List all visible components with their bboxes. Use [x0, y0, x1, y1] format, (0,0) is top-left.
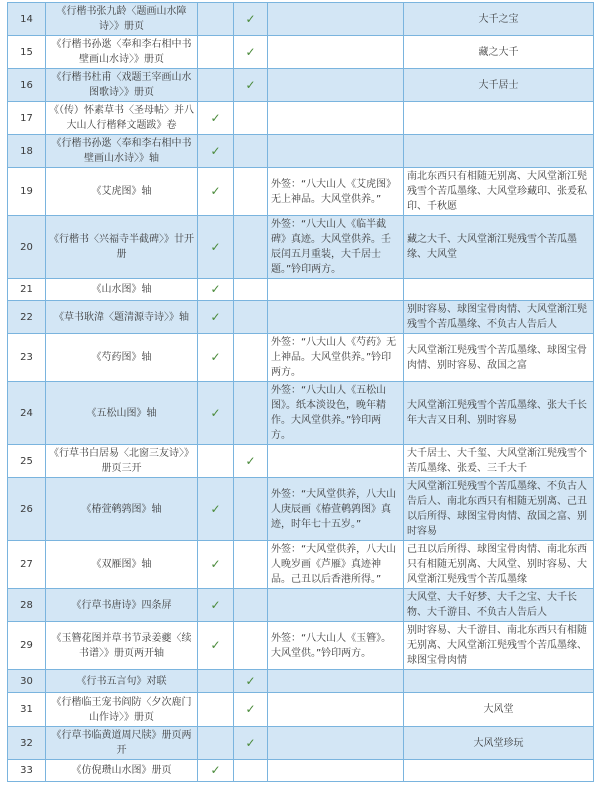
check-column-b — [234, 760, 268, 782]
table-row — [8, 334, 594, 382]
collector-seals: 藏之大千、大风堂渐江髡残雪个苦瓜墨缘、大风堂 — [404, 216, 594, 279]
collector-seals — [404, 760, 594, 782]
table-row — [8, 622, 594, 670]
check-column-b — [234, 168, 268, 216]
collector-seals: 大风堂渐江髡残雪个苦瓜墨缘、球图宝骨肉情、别时容易、敌国之富 — [404, 334, 594, 382]
check-column-b — [234, 382, 268, 445]
check-column-b — [234, 478, 268, 541]
catalog-table — [7, 2, 594, 782]
outer-label-text — [268, 69, 404, 102]
outer-label-text — [268, 589, 404, 622]
check-column-b — [234, 102, 268, 135]
outer-label-text — [268, 36, 404, 69]
check-column-a — [198, 670, 234, 693]
row-number: 24 — [8, 382, 46, 445]
check-column-a — [198, 445, 234, 478]
collector-seals: 大千居士、大千玺、大风堂渐江髡残雪个苦瓜墨缘、张爰、三千大千 — [404, 445, 594, 478]
row-number: 29 — [8, 622, 46, 670]
collector-seals: 己丑以后所得、球图宝骨肉情、南北东西只有相随无别离、大风堂、别时容易、大风堂渐江髡残雪个苦瓜墨缘 — [404, 541, 594, 589]
row-number: 17 — [8, 102, 46, 135]
collector-seals: 别时容易、球图宝骨肉情、大风堂渐江髡残雪个苦瓜墨缘、不负古人告后人 — [404, 301, 594, 334]
table-row — [8, 135, 594, 168]
table-row — [8, 478, 594, 541]
outer-label-text — [268, 760, 404, 782]
artwork-title: 《行楷书〈兴福寺半截碑〉》廿开册 — [46, 216, 198, 279]
check-column-a: ✓ — [198, 279, 234, 301]
table-row — [8, 102, 594, 135]
artwork-title: 《双雁图》轴 — [46, 541, 198, 589]
table-row — [8, 727, 594, 760]
outer-label-text — [268, 445, 404, 478]
check-column-a: ✓ — [198, 216, 234, 279]
artwork-title: 《行草书唐诗》四条屏 — [46, 589, 198, 622]
table-row — [8, 216, 594, 279]
outer-label-text: 外签：“八大山人《芍药》无上神品。大风堂供养。”钤印两方。 — [268, 334, 404, 382]
check-column-b: ✓ — [234, 36, 268, 69]
artwork-title: 《五松山图》轴 — [46, 382, 198, 445]
collector-seals: 大千居士 — [404, 69, 594, 102]
check-column-b: ✓ — [234, 693, 268, 727]
check-column-b — [234, 334, 268, 382]
artwork-title: 《艾虎图》轴 — [46, 168, 198, 216]
artwork-title: 《行楷书孙逖〈奉和李右相中书壁画山水诗〉》轴 — [46, 135, 198, 168]
collector-seals — [404, 279, 594, 301]
check-column-a: ✓ — [198, 541, 234, 589]
artwork-title: 《草书耿湋〈题清源寺诗〉》轴 — [46, 301, 198, 334]
collector-seals: 大风堂、大千好梦、大千之宝、大千长物、大千游目、不负古人告后人 — [404, 589, 594, 622]
table-row — [8, 301, 594, 334]
check-column-b — [234, 622, 268, 670]
table-row — [8, 445, 594, 478]
check-column-a: ✓ — [198, 760, 234, 782]
artwork-title: 《行书五言句》对联 — [46, 670, 198, 693]
artwork-title: 《芍药图》轴 — [46, 334, 198, 382]
check-column-b — [234, 216, 268, 279]
row-number: 31 — [8, 693, 46, 727]
outer-label-text — [268, 693, 404, 727]
catalog-body — [8, 3, 594, 782]
check-column-a: ✓ — [198, 102, 234, 135]
artwork-title: 《行楷临王宠书阎防〈夕次鹿门山作诗〉》册页 — [46, 693, 198, 727]
artwork-title: 《仿倪瓒山水图》册页 — [46, 760, 198, 782]
check-column-a: ✓ — [198, 301, 234, 334]
collector-seals: 大风堂渐江髡残雪个苦瓜墨缘、不负古人告后人、南北东西只有相随无别离、己丑以后所得、球图宝骨肉情、敌国之富、别时容易 — [404, 478, 594, 541]
check-column-b — [234, 279, 268, 301]
artwork-title: 《（传）怀素草书〈圣母帖〉并八大山人行楷释文题跋》卷 — [46, 102, 198, 135]
collector-seals: 南北东西只有相随无别离、大风堂渐江髡残雪个苦瓜墨缘、大风堂珍藏印、张爰私印、千秋愿 — [404, 168, 594, 216]
check-column-b — [234, 541, 268, 589]
collector-seals: 大风堂珍玩 — [404, 727, 594, 760]
artwork-title: 《山水图》轴 — [46, 279, 198, 301]
collector-seals — [404, 670, 594, 693]
row-number: 18 — [8, 135, 46, 168]
row-number: 33 — [8, 760, 46, 782]
table-row — [8, 3, 594, 36]
check-column-b: ✓ — [234, 670, 268, 693]
check-column-b: ✓ — [234, 727, 268, 760]
check-column-a: ✓ — [198, 478, 234, 541]
table-row — [8, 168, 594, 216]
table-row — [8, 589, 594, 622]
row-number: 15 — [8, 36, 46, 69]
row-number: 30 — [8, 670, 46, 693]
outer-label-text — [268, 279, 404, 301]
row-number: 25 — [8, 445, 46, 478]
table-row — [8, 760, 594, 782]
outer-label-text: 外签：“八大山人《五松山图》。纸本淡设色，晚年精作。大风堂供养。”钤印两方。 — [268, 382, 404, 445]
table-row — [8, 36, 594, 69]
check-column-a — [198, 69, 234, 102]
check-column-b: ✓ — [234, 69, 268, 102]
artwork-title: 《椿萱鹌鹑图》轴 — [46, 478, 198, 541]
row-number: 16 — [8, 69, 46, 102]
table-row — [8, 279, 594, 301]
artwork-title: 《行楷书孙逖〈奉和李右相中书壁画山水诗〉》册页 — [46, 36, 198, 69]
outer-label-text — [268, 135, 404, 168]
row-number: 27 — [8, 541, 46, 589]
row-number: 14 — [8, 3, 46, 36]
row-number: 26 — [8, 478, 46, 541]
outer-label-text — [268, 301, 404, 334]
collector-seals: 大千之宝 — [404, 3, 594, 36]
check-column-a: ✓ — [198, 334, 234, 382]
check-column-a — [198, 36, 234, 69]
check-column-a — [198, 727, 234, 760]
collector-seals: 大风堂 — [404, 693, 594, 727]
table-row — [8, 69, 594, 102]
artwork-title: 《玉簪花图并草书节录姜夔〈续书谱〉》册页两开轴 — [46, 622, 198, 670]
check-column-a: ✓ — [198, 168, 234, 216]
outer-label-text: 外签：“大风堂供养，八大山人晚岁画《芦雁》真迹神品。己丑以后香港所得。” — [268, 541, 404, 589]
outer-label-text: 外签：“八大山人《艾虎图》无上神品。大风堂供养。” — [268, 168, 404, 216]
collector-seals: 别时容易、大千游目、南北东西只有相随无别离、大风堂渐江髡残雪个苦瓜墨缘、球图宝骨肉情 — [404, 622, 594, 670]
check-column-a: ✓ — [198, 589, 234, 622]
check-column-b: ✓ — [234, 445, 268, 478]
collector-seals — [404, 135, 594, 168]
outer-label-text — [268, 3, 404, 36]
artwork-title: 《行楷书杜甫〈戏题王宰画山水图歌诗〉》册页 — [46, 69, 198, 102]
table-row — [8, 541, 594, 589]
collector-seals: 大风堂渐江髡残雪个苦瓜墨缘、张大千长年大吉又日利、别时容易 — [404, 382, 594, 445]
table-row — [8, 670, 594, 693]
artwork-title: 《行草书白居易〈北窗三友诗〉》册页三开 — [46, 445, 198, 478]
check-column-a: ✓ — [198, 135, 234, 168]
row-number: 22 — [8, 301, 46, 334]
row-number: 19 — [8, 168, 46, 216]
check-column-a: ✓ — [198, 382, 234, 445]
check-column-a — [198, 693, 234, 727]
row-number: 32 — [8, 727, 46, 760]
outer-label-text — [268, 670, 404, 693]
check-column-b — [234, 589, 268, 622]
outer-label-text: 外签：“八大山人《临半截碑》真迹。大风堂供养。壬辰闰五月重装，大千居士题。”钤印两方。 — [268, 216, 404, 279]
check-column-b: ✓ — [234, 3, 268, 36]
outer-label-text — [268, 102, 404, 135]
collector-seals — [404, 102, 594, 135]
table-row — [8, 382, 594, 445]
check-column-b — [234, 135, 268, 168]
row-number: 23 — [8, 334, 46, 382]
outer-label-text: 外签：“大风堂供养，八大山人庚辰画《椿萱鹌鹑图》真迹，时年七十五岁。” — [268, 478, 404, 541]
artwork-title: 《行楷书张九龄〈题画山水障诗〉》册页 — [46, 3, 198, 36]
row-number: 20 — [8, 216, 46, 279]
check-column-b — [234, 301, 268, 334]
row-number: 21 — [8, 279, 46, 301]
check-column-a: ✓ — [198, 622, 234, 670]
collector-seals: 藏之大千 — [404, 36, 594, 69]
table-row — [8, 693, 594, 727]
row-number: 28 — [8, 589, 46, 622]
check-column-a — [198, 3, 234, 36]
artwork-title: 《行草书临黄道周尺牍》册页两开 — [46, 727, 198, 760]
outer-label-text — [268, 727, 404, 760]
outer-label-text: 外签：“八大山人《玉簪》。大风堂供。”钤印两方。 — [268, 622, 404, 670]
